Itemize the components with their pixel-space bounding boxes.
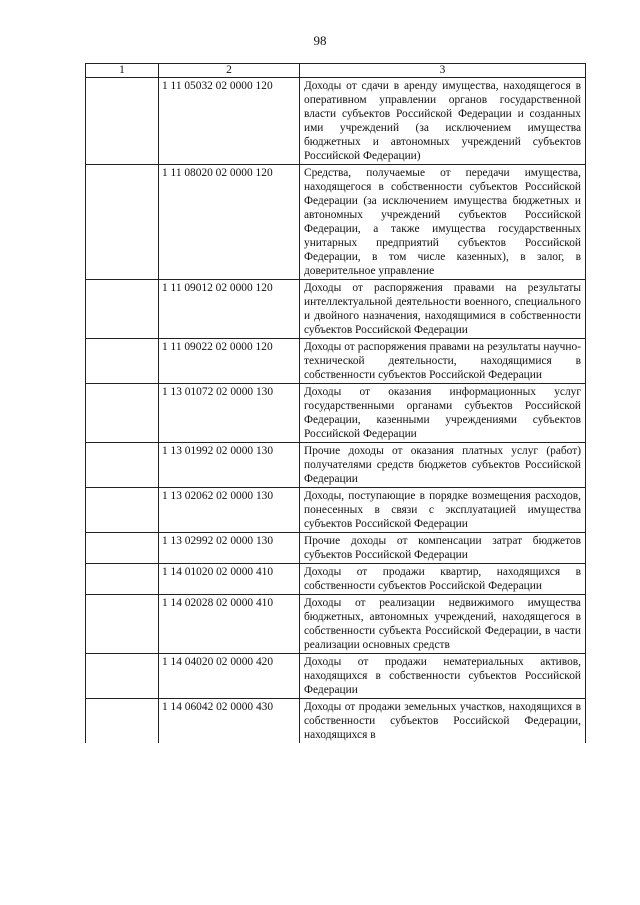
- income-description-cell: Доходы от продажи нематериальных активов, находящихся в собственности субъектов Российской Федерации: [300, 654, 586, 699]
- income-description-cell: Доходы от реализации недвижимого имущества бюджетных, автономных учреждений, находящегося в собственности субъекта Российской Федерации, в части реализации основных средств: [300, 595, 586, 654]
- table-row: [86, 564, 586, 595]
- income-description-cell: Доходы, поступающие в порядке возмещения расходов, понесенных в связи с эксплуатацией имущества субъектов Российской Федерации: [300, 488, 586, 533]
- row-number-cell: [86, 533, 159, 564]
- table-row: [86, 443, 586, 488]
- income-description-cell: Доходы от оказания информационных услуг государственными органами субъектов Российской Федерации, казенными учреждениями субъектов Российской Федерации: [300, 384, 586, 443]
- income-description-cell: Средства, получаемые от передачи имущества, находящегося в собственности субъектов Российской Федерации (за исключением имущества бюджетных и автономных учреждений субъектов Российской Федерации, а также имущества государственных унитарных предприятий субъектов Российской Федерации, в том числе казенных), в залог, в доверительное управление: [300, 165, 586, 280]
- row-number-cell: [86, 488, 159, 533]
- income-description-cell: Доходы от продажи земельных участков, находящихся в собственности субъектов Российской Федерации, находящихся в: [300, 699, 586, 744]
- income-code-cell: 1 13 02062 02 0000 130: [159, 488, 300, 533]
- income-description-cell: Доходы от сдачи в аренду имущества, находящегося в оперативном управлении органов государственной власти субъектов Российской Федерации и созданных ими учреждений (за исключением имущества бюджетных и автономных учреждений субъектов Российской Федерации): [300, 78, 586, 165]
- income-code-cell: 1 13 01072 02 0000 130: [159, 384, 300, 443]
- income-code-cell: 1 11 09012 02 0000 120: [159, 280, 300, 339]
- table-row: [86, 488, 586, 533]
- table-header-row: [86, 64, 586, 78]
- table-row: [86, 533, 586, 564]
- income-description-cell: Доходы от распоряжения правами на результаты научно-технической деятельности, находящимися в собственности субъектов Российской Федерации: [300, 339, 586, 384]
- row-number-cell: [86, 443, 159, 488]
- column-header-1: 1: [86, 64, 159, 78]
- row-number-cell: [86, 78, 159, 165]
- table-row: [86, 339, 586, 384]
- income-code-cell: 1 14 01020 02 0000 410: [159, 564, 300, 595]
- income-code-cell: 1 14 02028 02 0000 410: [159, 595, 300, 654]
- column-header-3: 3: [300, 64, 586, 78]
- table-row: [86, 165, 586, 280]
- income-description-cell: Прочие доходы от оказания платных услуг (работ) получателями средств бюджетов субъектов Российской Федерации: [300, 443, 586, 488]
- income-code-cell: 1 11 09022 02 0000 120: [159, 339, 300, 384]
- row-number-cell: [86, 165, 159, 280]
- income-description-cell: Доходы от распоряжения правами на результаты интеллектуальной деятельности военного, специального и двойного назначения, находящимися в собственности субъектов Российской Федерации: [300, 280, 586, 339]
- row-number-cell: [86, 595, 159, 654]
- table-row: [86, 654, 586, 699]
- row-number-cell: [86, 384, 159, 443]
- table-row: [86, 699, 586, 744]
- column-header-2: 2: [159, 64, 300, 78]
- income-code-cell: 1 14 04020 02 0000 420: [159, 654, 300, 699]
- row-number-cell: [86, 654, 159, 699]
- income-code-cell: 1 11 08020 02 0000 120: [159, 165, 300, 280]
- income-description-cell: Доходы от продажи квартир, находящихся в собственности субъектов Российской Федерации: [300, 564, 586, 595]
- table-row: [86, 280, 586, 339]
- table-row: [86, 384, 586, 443]
- revenue-codes-table: [85, 63, 586, 743]
- row-number-cell: [86, 699, 159, 744]
- income-code-cell: 1 11 05032 02 0000 120: [159, 78, 300, 165]
- table-row: [86, 78, 586, 165]
- row-number-cell: [86, 564, 159, 595]
- row-number-cell: [86, 280, 159, 339]
- income-code-cell: 1 13 01992 02 0000 130: [159, 443, 300, 488]
- income-code-cell: 1 14 06042 02 0000 430: [159, 699, 300, 744]
- page-number: 98: [313, 33, 327, 48]
- income-description-cell: Прочие доходы от компенсации затрат бюджетов субъектов Российской Федерации: [300, 533, 586, 564]
- row-number-cell: [86, 339, 159, 384]
- table-row: [86, 595, 586, 654]
- income-code-cell: 1 13 02992 02 0000 130: [159, 533, 300, 564]
